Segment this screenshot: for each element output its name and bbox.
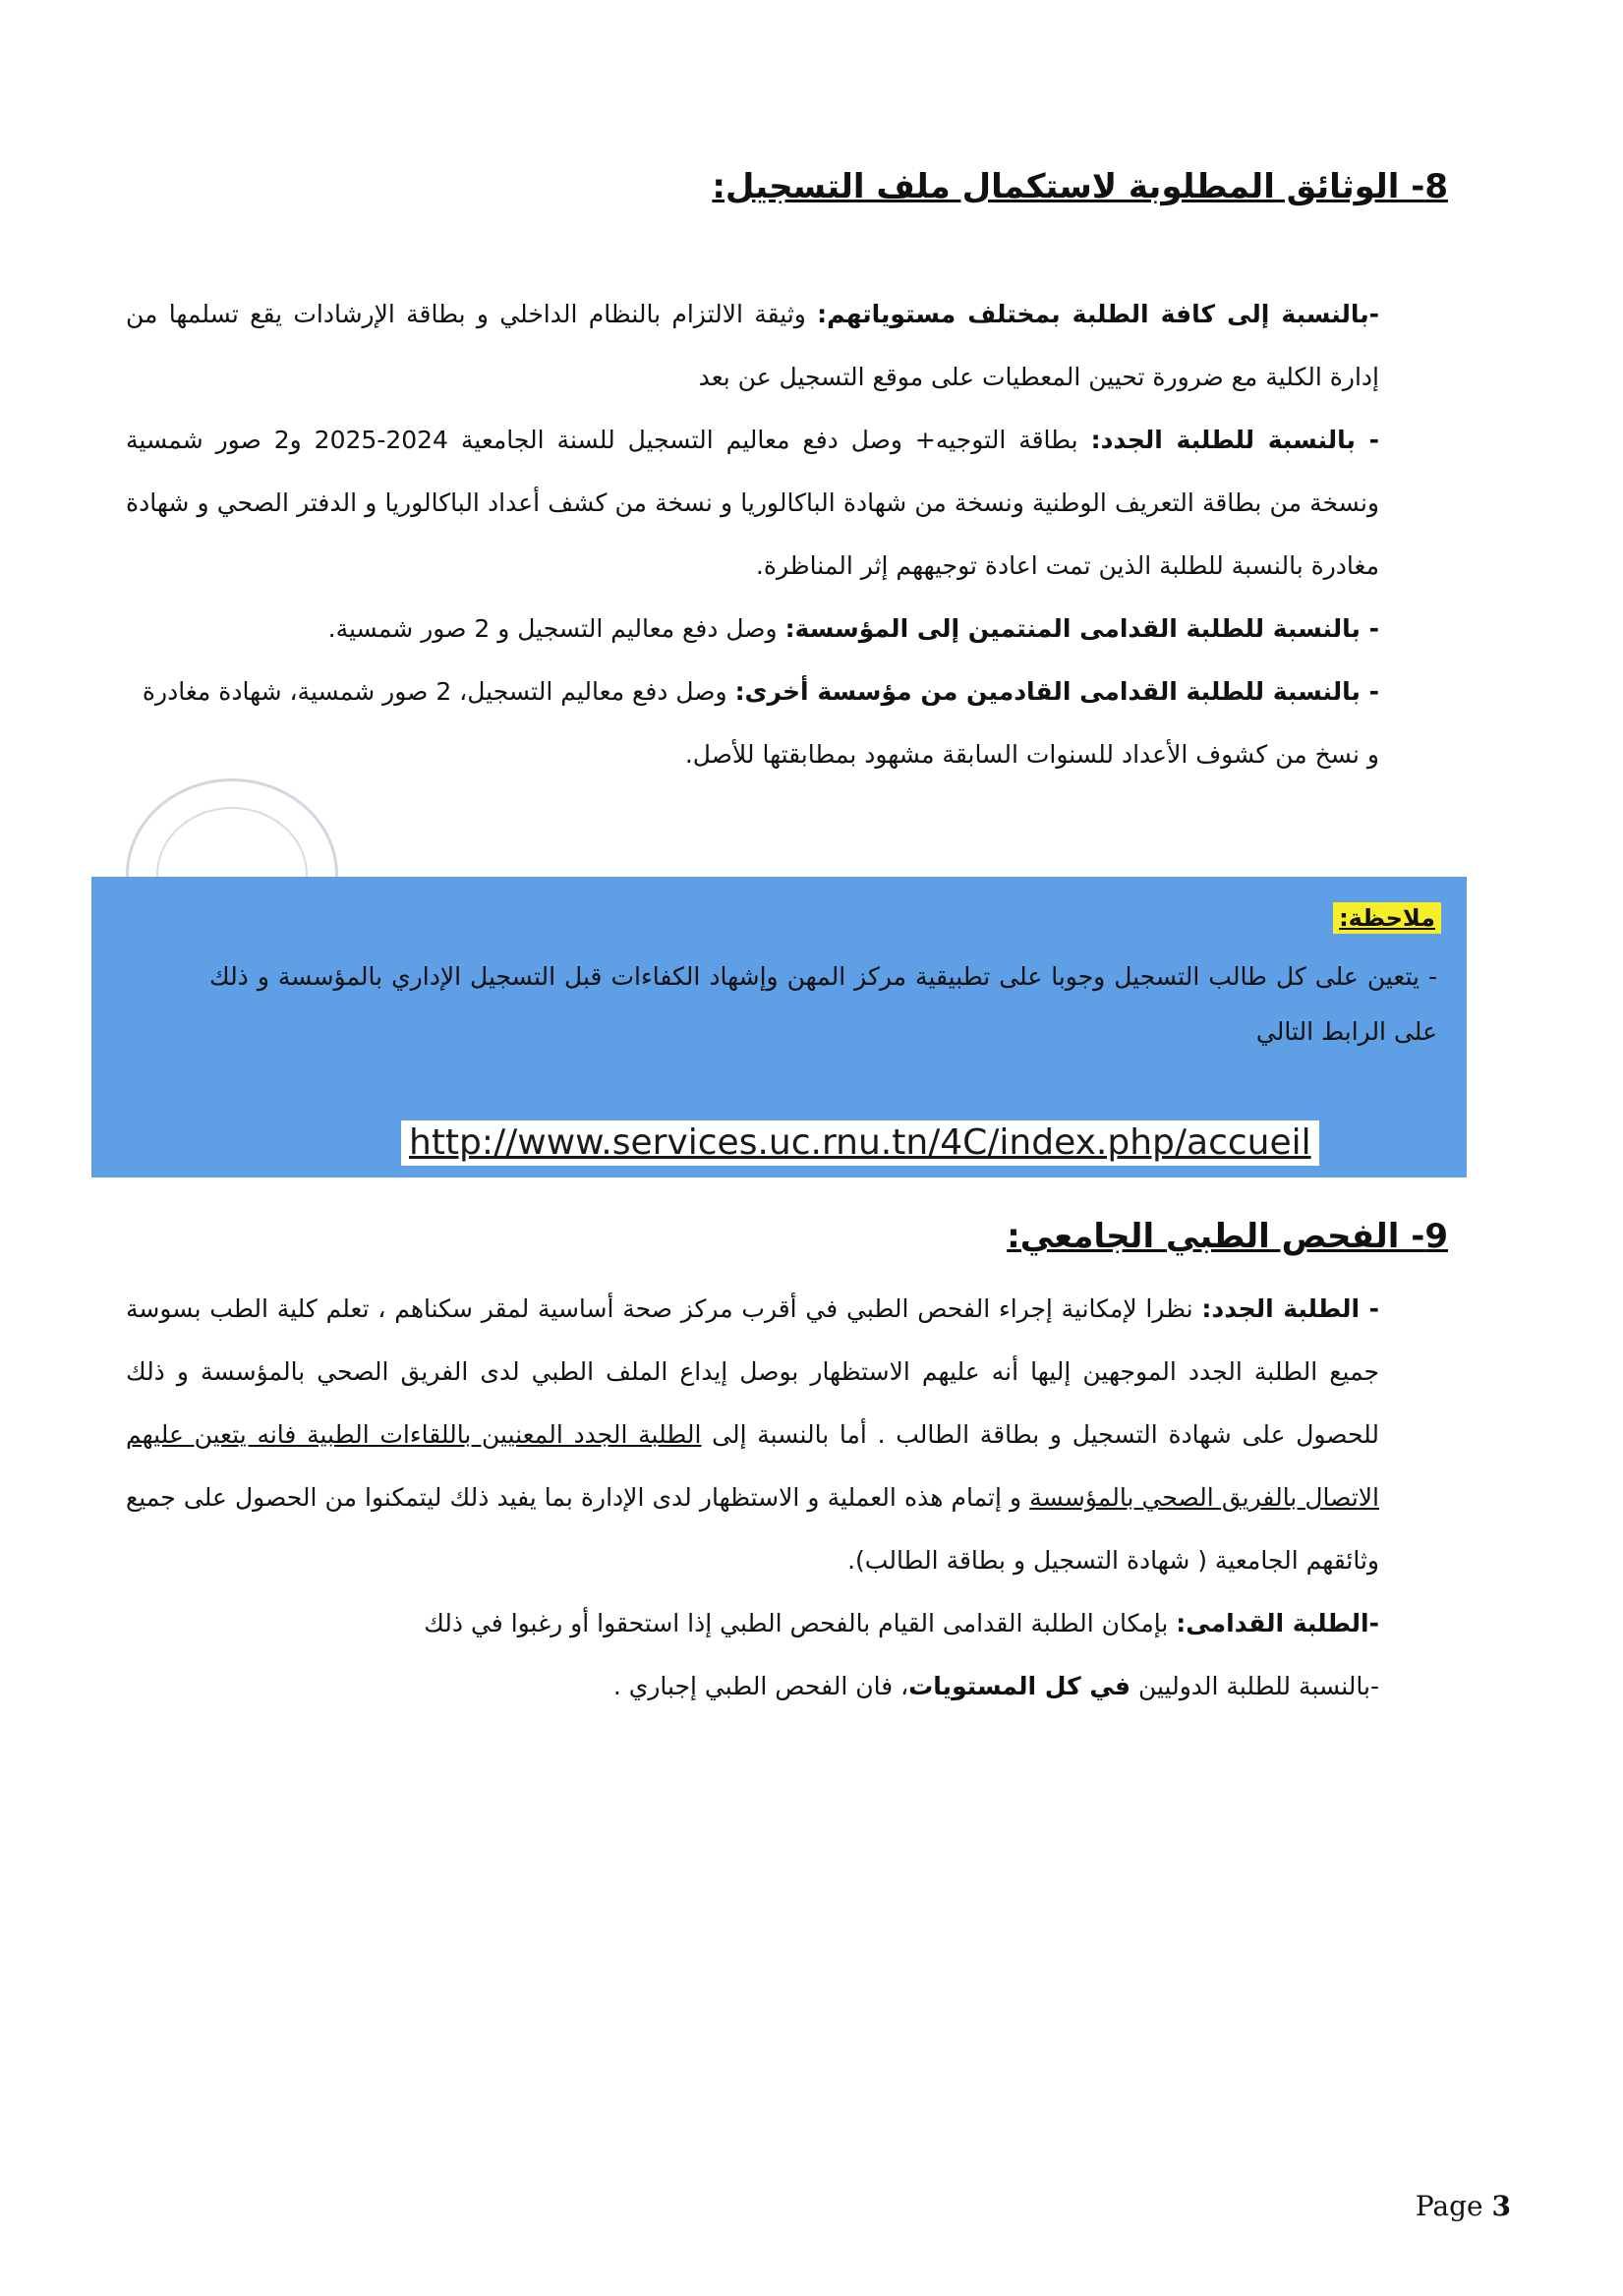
international-text-b: ، فان الفحص الطبي إجباري .	[612, 1672, 909, 1700]
page-word: Page	[1415, 2190, 1483, 2222]
all-students-label: -بالنسبة إلى كافة الطلبة بمختلف مستوياتهم:	[817, 300, 1379, 328]
section-8-heading: 8- الوثائق المطلوبة لاستكمال ملف التسجيل:	[712, 167, 1448, 206]
registration-link[interactable]: http://www.services.uc.rnu.tn/4C/index.php/accueil	[401, 1120, 1319, 1166]
old-same-paragraph	[126, 598, 1379, 660]
old-same-text: وصل دفع معاليم التسجيل و 2 صور شمسية.	[327, 614, 785, 643]
new-students-paragraph	[126, 409, 1379, 598]
new-students-label: - بالنسبة للطلبة الجدد:	[1090, 426, 1379, 454]
section-9-body	[126, 1278, 1379, 1718]
old-same-label: - بالنسبة للطلبة القدامى المنتمين إلى المؤسسة:	[784, 614, 1379, 643]
note-text: - يتعين على كل طالب التسجيل وجوبا على تطبيقية مركز المهن وإشهاد الكفاءات قبل التسجيل الإداري بالمؤسسة و ذلك على الرابط التالي	[209, 962, 1437, 1046]
section-9-heading: 9- الفحص الطبي الجامعي:	[1007, 1217, 1448, 1256]
old-students-medical-text: بإمكان الطلبة القدامى القيام بالفحص الطبي إذا استحقوا أو رغبوا في ذلك	[424, 1609, 1177, 1637]
international-bold: في كل المستويات	[908, 1672, 1131, 1700]
old-other-label: - بالنسبة للطلبة القدامى القادمين من مؤسسة أخرى:	[734, 677, 1379, 706]
old-other-paragraph	[126, 660, 1379, 723]
international-text-a: -بالنسبة للطلبة الدوليين	[1130, 1672, 1379, 1700]
page-number	[1416, 2190, 1511, 2222]
new-students-medical-label: - الطلبة الجدد:	[1201, 1294, 1379, 1323]
new-students-medical-underlined: الطلبة الجدد المعنيين باللقاءات الطبية فانه يتعين عليهم الاتصال بالفريق الصحي بالمؤسسة	[126, 1420, 1379, 1512]
old-students-medical-paragraph	[126, 1592, 1379, 1655]
note-text-block	[209, 949, 1437, 1060]
page-number-value: 3	[1491, 2190, 1511, 2222]
section-8-body	[126, 283, 1379, 786]
international-students-paragraph	[126, 1655, 1379, 1718]
new-students-medical-text-b: و إتمام هذه العملية و الاستظهار لدى الإدارة بما يفيد ذلك ليتمكنوا من الحصول على جميع وثائقهم الجامعية ( شهادة التسجيل و بطاقة الطالب).	[126, 1483, 1379, 1575]
old-students-medical-label: -الطلبة القدامى:	[1176, 1609, 1379, 1637]
old-other-text: وصل دفع معاليم التسجيل، 2 صور شمسية، شهادة مغادرة	[142, 677, 735, 706]
all-students-text: وثيقة الالتزام بالنظام الداخلي و بطاقة الإرشادات يقع تسلمها من إدارة الكلية مع ضرورة تحيين المعطيات على موقع التسجيل عن بعد	[126, 300, 1379, 391]
new-students-medical-paragraph	[126, 1278, 1379, 1592]
new-students-text: بطاقة التوجيه+ وصل دفع معاليم التسجيل للسنة الجامعية 2024-2025 و2 صور شمسية ونسخة من بطاقة التعريف الوطنية ونسخة من شهادة الباكالوريا و نسخة من كشف أعداد الباكالوريا و الدفتر الصحي و شهادة مغادرة بالنسبة للطلبة الذين تمت اعادة توجيههم إثر المناظرة.	[126, 426, 1379, 580]
all-students-paragraph	[126, 283, 1379, 409]
old-other-paragraph-2	[126, 723, 1379, 786]
old-other-text-2: و نسخ من كشوف الأعداد للسنوات السابقة مشهود بمطابقتها للأصل.	[684, 740, 1379, 769]
new-students-medical-text-a: نظرا لإمكانية إجراء الفحص الطبي في أقرب مركز صحة أساسية لمقر سكناهم ، تعلم كلية الطب بسوسة جميع الطلبة الجدد الموجهين إليها أنه عليهم الاستظهار بوصل إيداع الملف الطبي لدى الفريق الصحي بالمؤسسة و ذلك للحصول على شهادة التسجيل و بطاقة الطالب . أما بالنسبة إلى	[126, 1294, 1379, 1449]
note-label: ملاحظة:	[1333, 902, 1441, 934]
